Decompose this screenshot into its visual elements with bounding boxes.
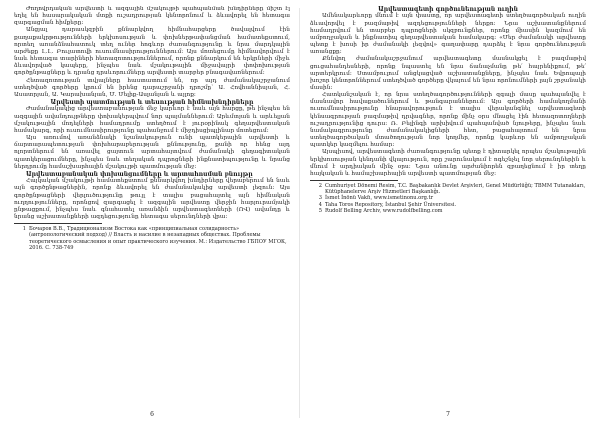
left-page-number: 6 (150, 411, 154, 418)
left-paragraph-5: Այս առումով առանձնակի նշանակություն ունի պատկերային արվեստի և ճարտարապետության փոխհարաբերության քննությունը, քանի որ հենց այդ ոլորտներում են առավել ցայտուն արտահայտվում ժամանակի գեղագիտական պատկերացումները, ինչպես նաև տեղական դպրոցների ինքնատիպությունը և նրանց ներդրումը համաշխարհային մշակույթի պատմության մեջ։ (14, 135, 290, 170)
left-footnote-rule (14, 223, 102, 224)
left-paragraph-1: Ժողովրդական արվեստի և ազգային մշակույթի պահպանման խնդիրները միշտ էլ եղել են հասարակական մտքի ուշադրության կենտրոնում և ձևավորել են հետագա զարգացման հիմքերը։ (14, 6, 290, 27)
left-paragraph-6: Հայկական մշակույթի համատեքստում քննարկվող խնդիրները վերաբերում են նաև այն գործընթացներին, որոնք ձևավորել են ժամանակակից արվեստի լեզուն։ Այս գործընթացների վերլուծությունը թույլ է տալիս բացահայտել այն հիմնական ուղղությունները, որոնցով զարգացել է ազգային արվեստը վերջին հարյուրամյակի ընթացքում, ինչպես նաև գնահատել առանձին արվեստագետների (ՈՎ) ավանդը և նրանց աշխատանքների ազդեցությունը հետագա սերունդների վրա։ (14, 178, 290, 221)
left-section-heading-2: Արվեստաբանական փոխանցումները և արտահոսման բնույթը (26, 170, 253, 178)
footnote-text: İsmet İnönü Vakfı, www.ismetinonu.org.tr (325, 195, 434, 202)
right-section-heading: Արվեստագետի գործունեության ուղին (378, 6, 518, 13)
left-page-body (14, 6, 290, 221)
footnote-text: Cumhuriyet Dönemi Resim, T.C. Başbakanlık Devlet Arşivleri, Genel Müdürlüğü; TBMM Tutanakları, Kütüphanelerve Arşiv Hizmetleri Başkanlığı. (325, 183, 586, 196)
footnote (310, 208, 586, 214)
right-footnotes (310, 183, 586, 214)
left-section-heading-1: Արվեստի պատմության և տեսության հիմնախնդիրները (50, 99, 254, 107)
right-paragraph-1: Ամենակարևորը մնում է այն փաստը, որ արվեստագետի ստեղծագործական ուղին ձևավորվել է բազմաթիվ ազդեցությունների ներքո։ Նրա աշխատանքներում համադրվում են տարբեր դպրոցների սկզբունքներ, որոնք միասին կազմում են ամբողջական և ինքնատիպ գեղարվեստական համակարգ։ «Մեր ժամանակի արվեստը պետք է խոսի իր ժամանակի լեզվով» գաղափարը դարձել է նրա գործունեության առանցքը։ (310, 13, 586, 56)
footnote-number: 1 (22, 226, 26, 233)
right-page-number: 7 (446, 411, 450, 418)
page-gutter (299, 8, 300, 418)
right-paragraph-3: Հատկանշական է, որ նրա ստեղծագործությունների զգալի մասը պահպանվել է մասնավոր հավաքածուներում և թանգարաններում։ Այս գործերի համակողմանի ուսումնասիրությունը հնարավորություն է տալիս վերականգնել արվեստագետի կենսագրության բազմաթիվ դրվագներ, որոնք մինչ օրս մնացել էին հետազոտողների ուշադրությունից դուրս։ Ռ. Բելինգի արխիվում պահպանված նյութերը, ինչպես նաև նամակագրությունը ժամանակակիցների հետ, բացահայտում են նրա ստեղծագործական մտածողության նոր կողմեր, որոնք կարևոր են ամբողջական պատկեր կազմելու համար։ (310, 92, 586, 149)
right-paragraph-2: Քննվող ժամանակաշրջանում արվեստագետը մասնակցել է բազմաթիվ ցուցահանդեսների, որոնք նպաստել են նրա ճանաչմանը թե՛ հայրենիքում, թե՛ արտերկրում։ Ստամբուլում անցկացված աշխատանքները, ինչպես նաև Եվրոպայի խոշոր կենտրոններում ստեղծված գործերը վկայում են նրա որոնումների լայն շրջանակի մասին։ (310, 56, 586, 91)
left-paragraph-4: Ժամանակակից արվեստաբանության մեջ կարևոր է նաև այն հարցը, թե ինչպես են ազգային ավանդույթները փոխակերպվում նոր պայմաններում։ Արևմտյան և արևելյան մշակութային մոդելների համադրումը ստեղծում է յուրօրինակ գեղարվեստական համակարգ, որի ուսումնասիրությունը պահանջում է միջդիսցիպլինար մոտեցում։ (14, 106, 290, 134)
left-paragraph-3: Հետազոտության տվյալները հաստատում են, որ այդ ժամանակաշրջանում ստեղծված գործերը կրում են իրենց դարաշրջանի դրոշմը՝ Ա. Հովհաննիսյան, Հ. Ասատրյան, Ա. Կարախանյան, Մ. Մելիք-Ասլանյան և այլոք։ (14, 77, 290, 98)
footnote-number: 2 (318, 183, 322, 189)
left-paragraph-2: Անցյալ դարասկզբին քննարկվող հիմնահարցերը ծավալվում էին քաղաքակրթությունների երկխոսության և փոխներթափանցման համատեքստում, որտեղ առանձնահատուկ տեղ ուներ հոգևոր ժառանգությունը և նրա մարդկային արժեքը Լ.Լ. Բուլատովի ուսումնասիրություններում։ Այս մոտեցումը հիմնավորվում է նաև հետագա տարիների հետազոտություններում, որոնք քննարկում են երկրների միջև ձևավորված կապերը, ինչպես նաև մշակութային միջավայրի փոփոխության գործընթացները և դրանց դրսևորումները արվեստի տարբեր բնագավառներում։ (14, 27, 290, 77)
footnote-text: Taha Toros Repository, İstanbul Şehir Üniversitesi. (325, 201, 457, 208)
footnote-number: 3 (318, 195, 322, 202)
footnote (14, 226, 290, 251)
right-page (310, 6, 586, 420)
footnote-text: Бочаров В.В., Традиционализм Востока как «принципиальная солидарность» (антропологический подход) // Власть и насилие в незападных обществах. Проблемы теоретического осмысления и опыт практического изучения. М.: Издательство ГБПОУ МГОК, 2016. С. 738-749 (29, 226, 287, 251)
footnote-text: Rudolf Belling Archiv, www.rudolfbelling.com (325, 207, 443, 214)
left-page (14, 6, 290, 420)
right-page-body (310, 6, 586, 178)
footnote-number: 4 (318, 201, 322, 208)
right-paragraph-4: Այսպիսով, արվեստագետի ժառանգությունը պետք է դիտարկել որպես մշակութային երկխոսության կենդանի վկայություն, որը շարունակում է ոգեշնչել նոր սերունդներին և մնում է արդիական մինչ օրս։ Նրա անունը արժանիորեն զբաղեցնում է իր տեղը հայկական և համաշխարհային արվեստի պատմության մեջ։ (310, 149, 586, 177)
left-footnotes (14, 226, 290, 251)
right-footnote-rule (310, 180, 398, 181)
footnote-number: 5 (318, 207, 322, 214)
footnote (310, 183, 586, 195)
